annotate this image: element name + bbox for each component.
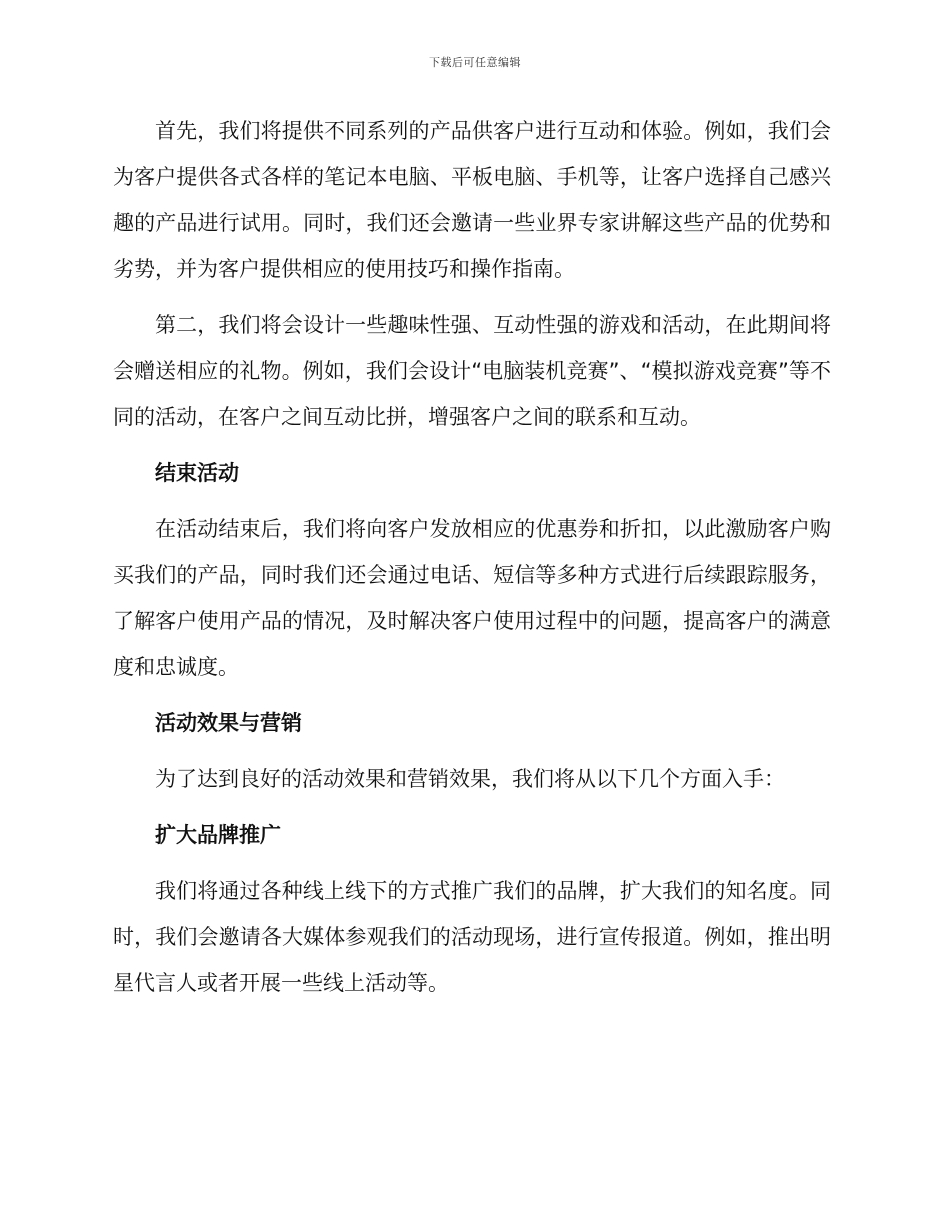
section-heading-brand-promotion: 扩大品牌推广: [155, 823, 281, 847]
paragraph-closing-activity: 在活动结束后，我们将向客户发放相应的优惠券和折扣，以此激励客户购买我们的产品，同时我们还会通过电话、短信等多种方式进行后续跟踪服务，了解客户使用产品的情况，及时解决客户使用过程中的问题，提高客户的满意度和忠诚度。: [113, 517, 831, 679]
page-header-note: 下载后可任意编辑: [429, 56, 521, 69]
section-heading-effect-marketing: 活动效果与营销: [155, 711, 302, 735]
paragraph-brand-promotion: 我们将通过各种线上线下的方式推广我们的品牌，扩大我们的知名度。同时，我们会邀请各大媒体参观我们的活动现场，进行宣传报道。例如，推出明星代言人或者开展一些线上活动等。: [113, 879, 831, 995]
paragraph-product-experience: 首先，我们将提供不同系列的产品供客户进行互动和体验。例如，我们会为客户提供各式各样的笔记本电脑、平板电脑、手机等，让客户选择自己感兴趣的产品进行试用。同时，我们还会邀请一些业界专家讲解这些产品的优势和劣势，并为客户提供相应的使用技巧和操作指南。: [113, 119, 831, 281]
section-heading-closing-activity: 结束活动: [155, 461, 239, 485]
document-body: [113, 108, 831, 1016]
paragraph-games-activities: 第二，我们将会设计一些趣味性强、互动性强的游戏和活动，在此期间将会赠送相应的礼物。例如，我们会设计“电脑装机竞赛”、“模拟游戏竞赛”等不同的活动，在客户之间互动比拼，增强客户之间的联系和互动。: [113, 313, 831, 429]
paragraph-effect-marketing-intro: 为了达到良好的活动效果和营销效果，我们将从以下几个方面入手：: [155, 767, 785, 791]
